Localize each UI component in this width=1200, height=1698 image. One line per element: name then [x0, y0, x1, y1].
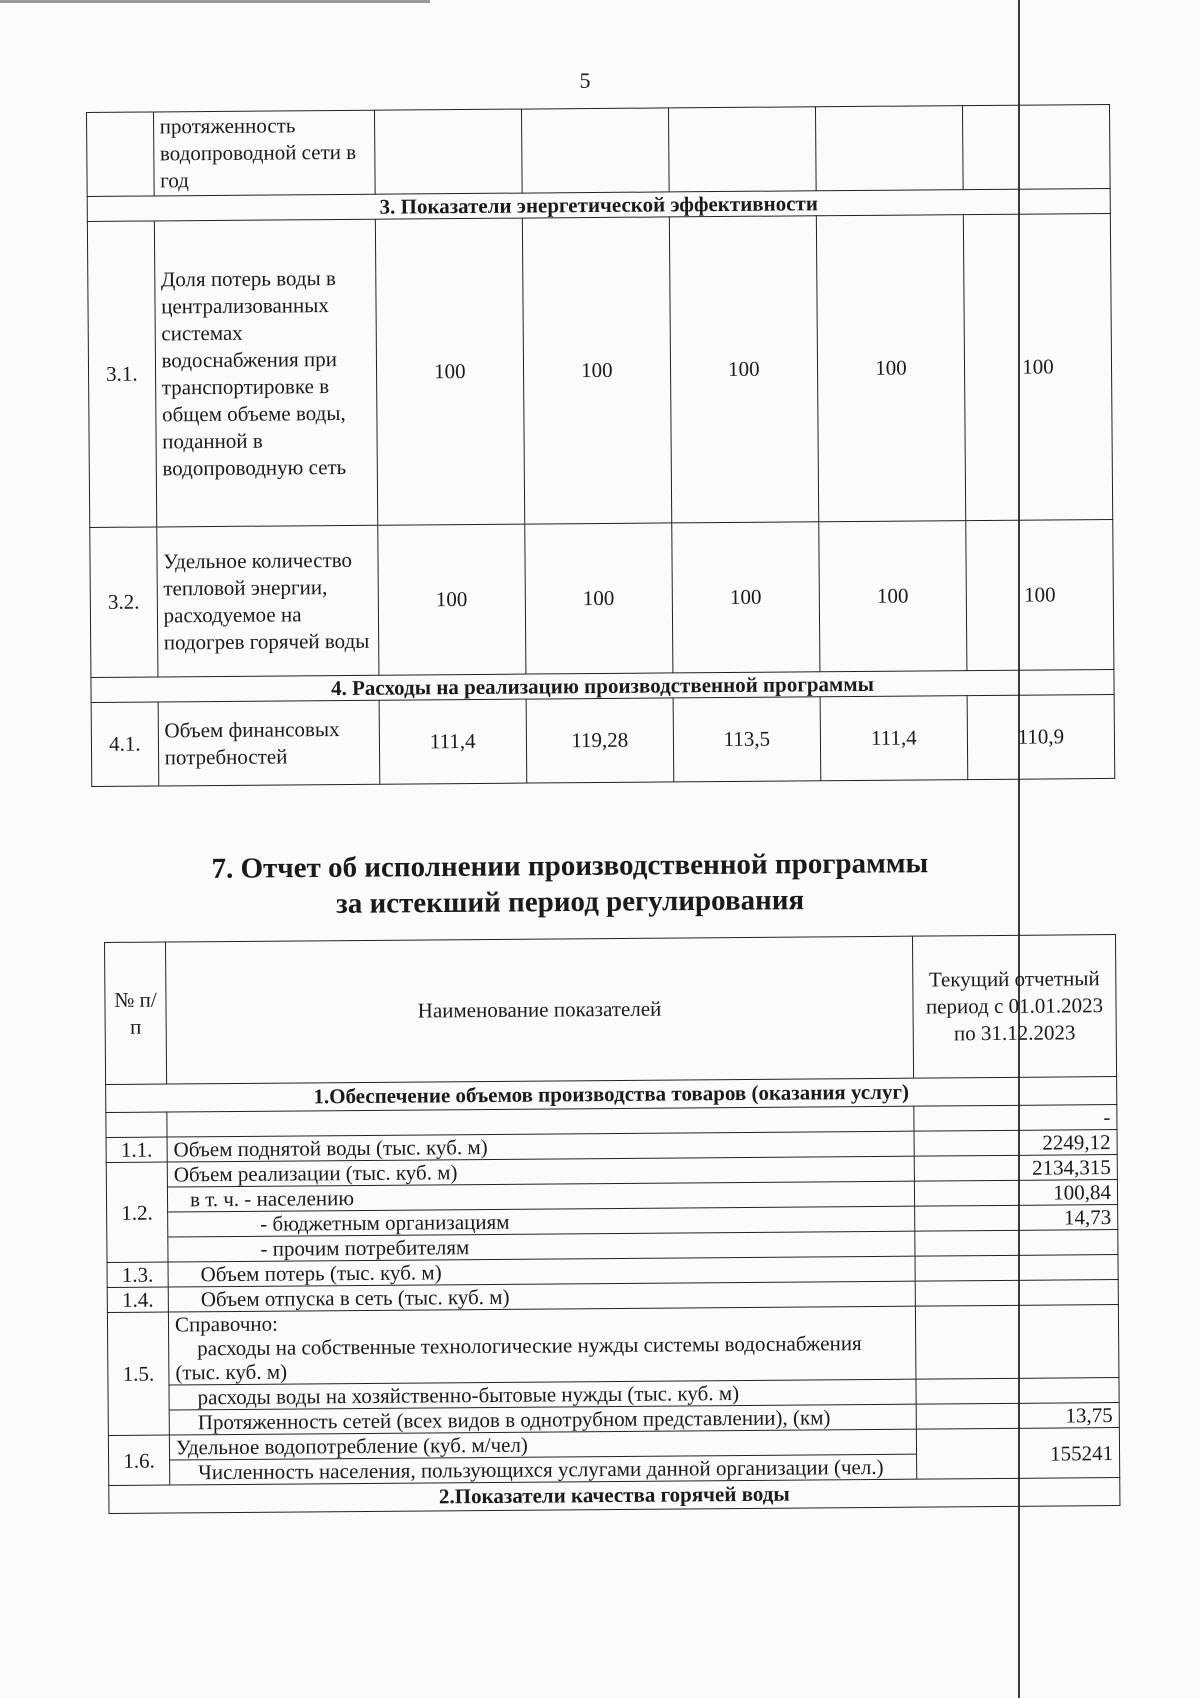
row-label: Протяженность сетей (всех видов в однотрубном представлении), (км) — [169, 1404, 916, 1435]
row-label: Объем потерь (тыс. куб. м) — [168, 1256, 915, 1287]
row-value: 100 — [375, 218, 524, 525]
row-label: Численность населения, пользующихся услугами данной организации (чел.) — [170, 1454, 917, 1485]
row-value: 2134,315 — [914, 1155, 1117, 1182]
row-value: 2249,12 — [914, 1130, 1117, 1157]
row-label: Объем отпуска в сеть (тыс. куб. м) — [168, 1281, 915, 1312]
row-value: 14,73 — [915, 1205, 1118, 1232]
section-title: 1.Обеспечение объемов производства товаров (оказания услуг) — [106, 1077, 1117, 1113]
table-row — [90, 519, 1114, 677]
row-value: 13,75 — [916, 1403, 1119, 1430]
row-label: протяженность водопроводной сети в год — [153, 110, 375, 196]
row-label: Доля потерь воды в централизованных системах водоснабжения при транспортировке в общем объеме воды, поданной в водопроводную сеть — [154, 219, 377, 527]
row-number: 1.4. — [107, 1287, 168, 1312]
row-value: 113,5 — [673, 697, 821, 782]
row-value — [916, 1378, 1119, 1405]
row-value — [915, 1255, 1118, 1282]
row-value: 100 — [819, 521, 967, 672]
report-table — [104, 934, 1120, 1514]
row-label: Удельное водопотребление (куб. м/чел) — [169, 1429, 916, 1460]
row-label — [168, 1306, 916, 1385]
table-row — [87, 104, 1111, 196]
section-title: 4. Расходы на реализацию производственной программы — [91, 669, 1114, 702]
row-value: 100 — [669, 216, 818, 523]
row-value: 100,84 — [914, 1180, 1117, 1207]
row-label: Удельное количество тепловой энергии, расходуемое на подогрев горячей воды — [156, 525, 378, 677]
heading-line-2: за истекший период регулирования — [335, 884, 805, 920]
row-label: - бюджетным организациям — [168, 1206, 915, 1237]
table-row — [91, 694, 1115, 786]
reference-label: Справочно: — [174, 1311, 279, 1337]
header-number: № п/п — [105, 942, 167, 1084]
row-number: 1.1. — [106, 1137, 167, 1162]
row-number — [106, 1112, 167, 1137]
indicators-table — [86, 104, 1115, 787]
row-value: 100 — [525, 523, 673, 674]
row-value: 100 — [816, 215, 965, 522]
row-label: - прочим потребителям — [168, 1231, 915, 1262]
row-value: 100 — [966, 519, 1114, 670]
section-title: 3. Показатели энергетической эффективности — [87, 188, 1110, 221]
row-value: 100 — [377, 524, 525, 675]
header-name: Наименование показателей — [166, 936, 914, 1084]
heading-line-1: 7. Отчет об исполнении производственной программы — [211, 847, 929, 885]
row-number: 3.2. — [90, 527, 158, 678]
table-row — [107, 1305, 1119, 1386]
row-value — [815, 106, 963, 191]
row-value — [915, 1280, 1118, 1307]
row-label: Объем финансовых потребностей — [158, 700, 380, 786]
row-value: 100 — [522, 217, 671, 524]
row-value: - — [914, 1105, 1117, 1132]
table-row — [87, 213, 1112, 527]
row-value — [521, 108, 669, 193]
row-number: 1.3. — [107, 1262, 168, 1287]
row-label: расходы воды на хозяйственно-бытовые нужды (тыс. куб. м) — [169, 1379, 916, 1410]
page-number: 5 — [579, 68, 591, 93]
row-value — [374, 109, 522, 194]
row-label: Объем поднятой воды (тыс. куб. м) — [167, 1131, 914, 1162]
item-label: расходы на собственные технологические нужды системы водоснабжения (тыс. куб. м) — [175, 1331, 862, 1385]
row-value: 110,9 — [967, 694, 1115, 779]
row-number: 4.1. — [91, 702, 158, 787]
row-value — [668, 107, 816, 192]
header-row — [105, 935, 1117, 1085]
row-number: 1.6. — [108, 1435, 169, 1485]
row-label: Объем реализации (тыс. куб. м) — [167, 1156, 914, 1187]
row-number — [87, 112, 154, 197]
row-value: 119,28 — [526, 698, 674, 783]
row-value: 155241 — [916, 1428, 1119, 1480]
row-value — [915, 1230, 1118, 1257]
row-value — [915, 1305, 1119, 1380]
header-period: Текущий отчетный период с 01.01.2023 по 31.12.2023 — [912, 935, 1116, 1079]
row-number: 1.2. — [106, 1162, 168, 1262]
scan-edge-top — [0, 0, 430, 3]
row-value: 111,4 — [820, 696, 968, 781]
row-label: в т. ч. - населению — [167, 1181, 914, 1212]
report-heading — [200, 845, 941, 923]
row-number: 3.1. — [87, 221, 156, 528]
row-value — [962, 104, 1110, 189]
row-value: 100 — [963, 213, 1112, 520]
row-value: 100 — [672, 522, 820, 673]
row-number: 1.5. — [107, 1312, 169, 1435]
section-title: 2.Показатели качества горячей воды — [109, 1478, 1120, 1514]
row-value: 111,4 — [379, 699, 527, 784]
